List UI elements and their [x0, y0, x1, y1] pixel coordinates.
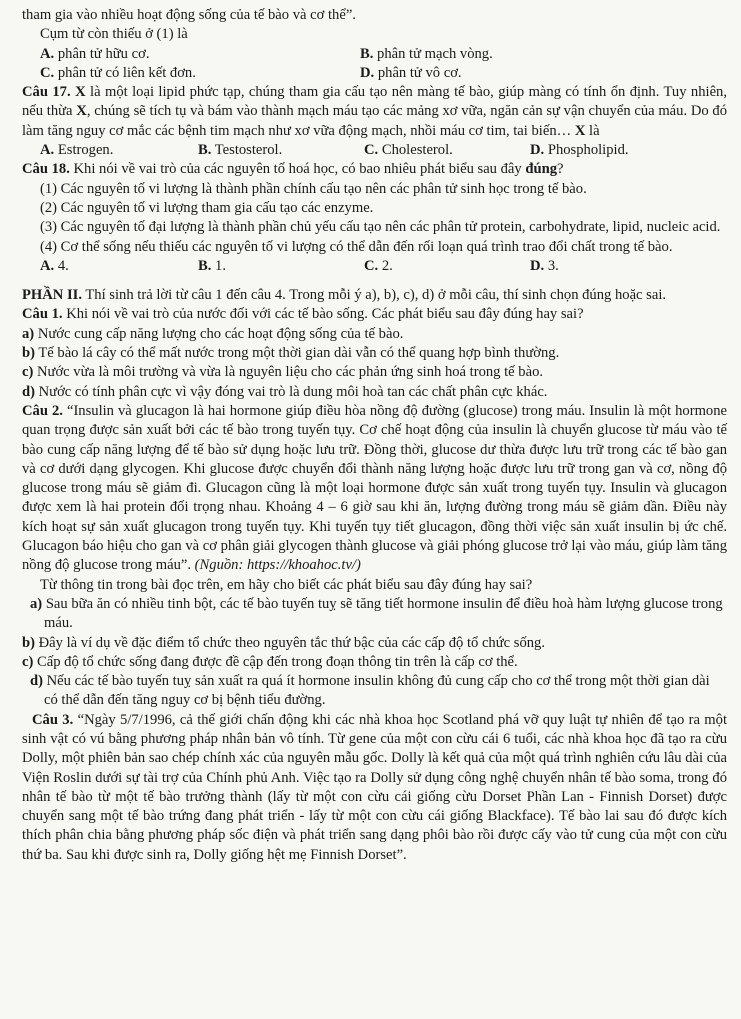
- q18-stem: Câu 18. Khi nói về vai trò của các nguyên tố hoá học, có bao nhiêu phát biểu sau đây đúng?: [22, 161, 564, 178]
- q17-stem: Câu 17. X là một loại lipid phức tạp, chúng tham gia cấu tạo nên màng tế bào, giúp màng có tính ổn định. Tuy nhiên, nếu thừa X, chúng sẽ tích tụ và bám vào thành mạch máu tạo các mảng xơ vữa, ngăn cản sự vận chuyển của máu. Do đó làm tăng nguy cơ mắc các bệnh tim mạch như xơ vữa động mạch, nhồi máu cơ tim, tai biến… X là: [22, 84, 728, 139]
- p2q1-item-c[interactable]: c) Nước vừa là môi trường và vừa là nguyên liệu cho các phản ứng sinh hoá trong tế bào.: [22, 364, 544, 381]
- q17-option-c[interactable]: C. Cholesterol.: [364, 142, 453, 159]
- q17-options: [22, 141, 727, 160]
- p2q2-item-d[interactable]: d) Nếu các tế bào tuyến tuỵ sản xuất ra quá ít hormone insulin không đủ cung cấp cho cơ thể trong một thời gian dài có thể dẫn đến tăng nguy cơ bị bệnh tiểu đường.: [30, 673, 710, 709]
- q18-option-c[interactable]: C. 2.: [364, 257, 393, 274]
- q16-options-row-2: [22, 64, 727, 83]
- q16-prompt: Cụm từ còn thiếu ở (1) là: [40, 26, 188, 43]
- q17-option-a[interactable]: A. Estrogen.: [40, 142, 114, 159]
- part2-heading: PHẦN II. Thí sinh trả lời từ câu 1 đến câu 4. Trong mỗi ý a), b), c), d) ở mỗi câu, thí sinh chọn đúng hoặc sai.: [22, 287, 667, 304]
- p2q1-item-d[interactable]: d) Nước có tính phân cực vì vậy đóng vai trò là dung môi hoà tan các chất phân cực khác.: [22, 383, 548, 400]
- q18-statement-4: (4) Cơ thể sống nếu thiếu các nguyên tố vi lượng có thể dẫn đến rối loạn quá trình trao đổi chất trong tế bào.: [40, 238, 673, 255]
- p2q3-passage: Câu 3. “Ngày 5/7/1996, cả thế giới chấn động khi các nhà khoa học Scotland phá vỡ quy luật tự nhiên để tạo ra một sinh vật có vú bằng phương pháp nhân bản vô tính. Từ gene của một con cừu cái 6 tuổi, các nhà khoa học đã tạo ra cừu Dolly, một phiên bản sao chép chính xác của nguyên mẫu gốc. Dolly là kết quả của một quá trình nghiên cứu lâu dài của Viện Roslin dưới sự tài trợ của Chính phủ Anh. Việc tạo ra Dolly sử dụng công nghệ chuyển nhân tế bào soma, trong đó nhân tế bào từ một tế bào trưởng thành (lấy từ một con cừu cái giống cừu Dorset Phần Lan - Finnish Dorset) được chuyển sang một tế bào trứng đang phát triển - lấy từ một con cừu cái giống Blackface). Tế bào lai sau đó được kích thích phân chia bằng phương pháp sốc điện và phát triển sang dạng phôi bào rồi được cấy vào tử cung của một con cừu thứ ba. Sau khi được sinh ra, Dolly giống hệt mẹ Finnish Dorset”.: [22, 711, 727, 863]
- q18-options: [22, 257, 727, 276]
- p2q2-passage: Câu 2. “Insulin và glucagon là hai hormone giúp điều hòa nồng độ đường (glucose) trong máu. Insulin là một hormone quan trọng được sản xuất bởi các tế bào trong tuyến tụy. Cơ chế hoạt động của insulin là chuyển glucose từ máu vào tế bào cung cấp năng lượng để tế bào sử dụng hoặc lưu trữ. Đồng thời, glucose dư thừa được lưu trữ trong các tế bào gan và cơ dưới dạng glycogen. Khi glucose được chuyển đổi thành năng lượng hoặc được lưu trữ trong gan và cơ, nồng độ glucose trong máu sẽ giảm đi. Glucagon cũng là một loại hormone được sản xuất trong tuyến tụy. Insulin và glucagon được xem là hai protein đối trọng nhau. Khoảng 4 – 6 giờ sau khi ăn, lượng đường trong máu sẽ giảm dần. Điều này kích hoạt sự sản xuất glucagon trong tuyến tụy. Khi tuyến tụy tiết glucagon, đồng thời việc sản xuất insulin bị ức chế. Glucagon báo hiệu cho gan và cơ phân giải glycogen thành glucose và giải phóng glucose trở lại vào máu, giúp làm tăng nồng độ glucose trong máu”. (Nguồn: https://khoahoc.tv/): [22, 402, 728, 574]
- q16-option-b[interactable]: B. phân tử mạch vòng.: [360, 45, 493, 62]
- q16-option-c[interactable]: C. phân tử có liên kết đơn.: [40, 64, 196, 81]
- q16-options-row-1: [22, 45, 727, 64]
- q17-option-b[interactable]: B. Testosterol.: [198, 142, 283, 159]
- p2q2-prompt: Từ thông tin trong bài đọc trên, em hãy cho biết các phát biểu sau đây đúng hay sai?: [40, 576, 533, 593]
- q18-option-d[interactable]: D. 3.: [530, 257, 559, 274]
- p2q1-item-b[interactable]: b) Tế bào lá cây có thể mất nước trong một thời gian dài vẫn có thể quang hợp bình thường.: [22, 345, 560, 362]
- q18-option-b[interactable]: B. 1.: [198, 257, 226, 274]
- q18-option-a[interactable]: A. 4.: [40, 257, 69, 274]
- q16-option-d[interactable]: D. phân tử vô cơ.: [360, 64, 462, 81]
- q18-statement-1: (1) Các nguyên tố vi lượng là thành phần chính cấu tạo nên các phân tử sinh học trong tế bào.: [40, 180, 587, 197]
- p2q2-item-b[interactable]: b) Đây là ví dụ về đặc điểm tổ chức theo nguyên tắc thứ bậc của các cấp độ tổ chức sống.: [22, 634, 545, 651]
- q18-statement-2: (2) Các nguyên tố vi lượng tham gia cấu tạo các enzyme.: [40, 199, 374, 216]
- p2q1-stem: Câu 1. Khi nói về vai trò của nước đối với các tế bào sống. Các phát biểu sau đây đúng hay sai?: [22, 306, 584, 323]
- p2q2-source: (Nguồn: https://khoahoc.tv/): [194, 557, 361, 574]
- q17-option-d[interactable]: D. Phospholipid.: [530, 142, 629, 159]
- q16-option-a[interactable]: A. phân tử hữu cơ.: [40, 45, 150, 62]
- p2q1-item-a[interactable]: a) Nước cung cấp năng lượng cho các hoạt động sống của tế bào.: [22, 325, 404, 342]
- q18-statement-3: (3) Các nguyên tố đại lượng là thành phần chủ yếu cấu tạo nên các phân tử protein, carbohydrate, lipid, nucleic acid.: [40, 219, 721, 236]
- p2q2-item-a[interactable]: a) Sau bữa ăn có nhiều tinh bột, các tế bào tuyến tuỵ sẽ tăng tiết hormone insulin để điều hoà hàm lượng glucose trong máu.: [30, 595, 723, 632]
- p2q2-item-c[interactable]: c) Cấp độ tổ chức sống đang được đề cập đến trong đoạn thông tin trên là cấp cơ thể.: [22, 653, 518, 670]
- q16-tail: tham gia vào nhiều hoạt động sống của tế bào và cơ thể”.: [22, 7, 356, 23]
